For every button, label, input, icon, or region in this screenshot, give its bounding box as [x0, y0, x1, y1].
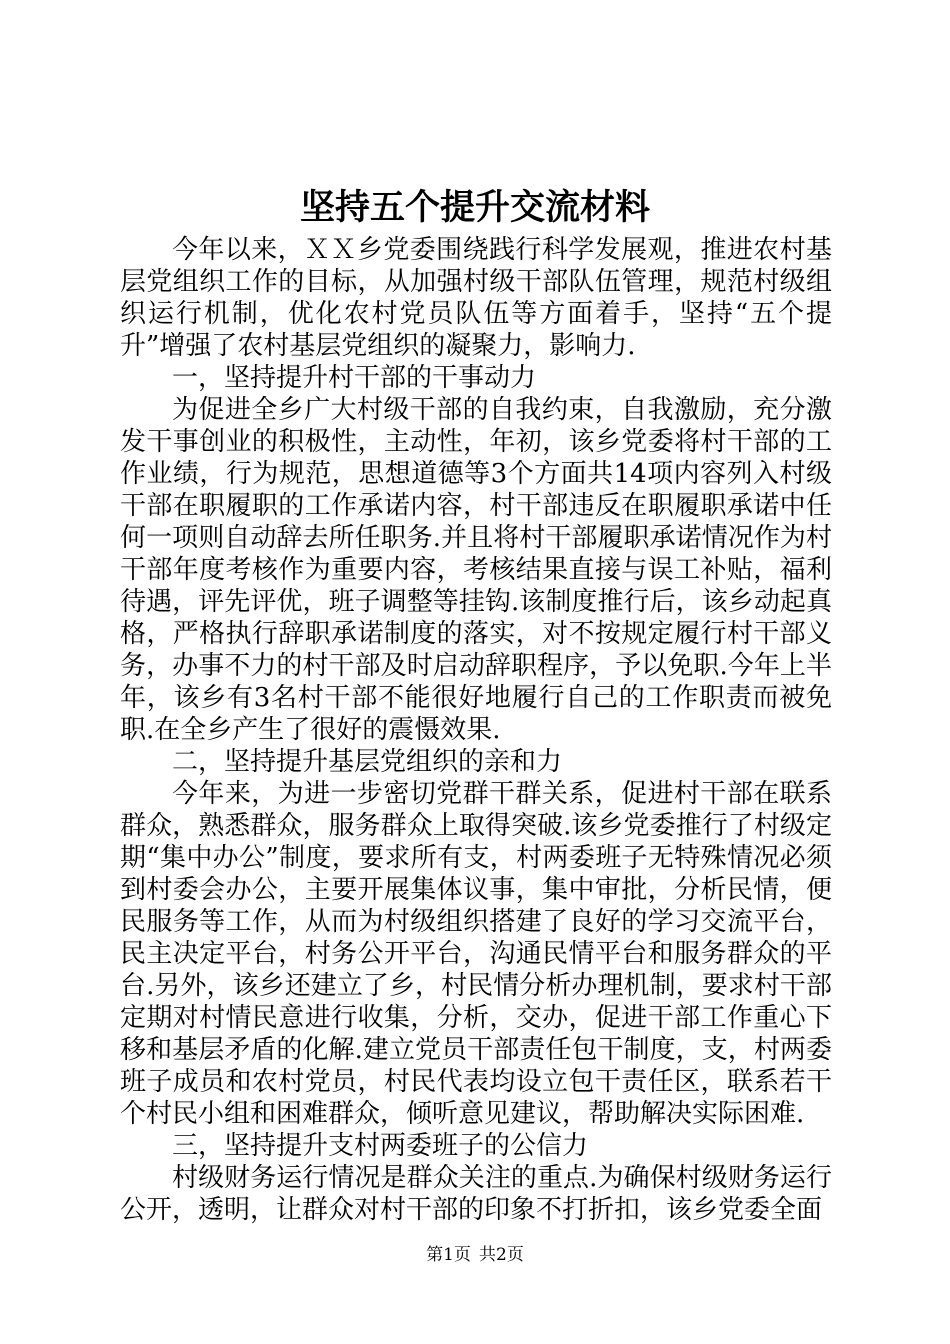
section-heading-1: 一，坚持提升村干部的干事动力 [172, 363, 537, 393]
section-heading-2: 二，坚持提升基层党组织的亲和力 [172, 747, 563, 777]
document-title: 坚持五个提升交流材料 [299, 187, 650, 228]
intro-paragraph: 今年以来，ＸＸ乡党委围绕践行科学发展观，推进农村基层党组织工作的目标，从加强村级干部队伍管理，规范村级组织运行机制，优化农村党员队伍等方面着手，坚持“五个提升”增强了农村基层党组织的凝聚力，影响力. [120, 235, 832, 361]
section-2-paragraph: 今年来，为进一步密切党群干群关系，促进村干部在联系群众，熟悉群众，服务群众上取得突破.该乡党委推行了村级定期“集中办公”制度，要求所有支，村两委班子无特殊情况必须到村委会办公，主要开展集体议事，集中审批，分析民情，便民服务等工作，从而为村级组织搭建了良好的学习交流平台，民主决定平台，村务公开平台，沟通民情平台和服务群众的平台.另外，该乡还建立了乡，村民情分析办理机制，要求村干部定期对村情民意进行收集，分析，交办，促进干部工作重心下移和基层矛盾的化解.建立党员干部责任包干制度，支，村两委班子成员和农村党员，村民代表均设立包干责任区，联系若干个村民小组和困难群众，倾听意见建议，帮助解决实际困难. [120, 779, 832, 1129]
page-footer [0, 1243, 950, 1267]
section-1-paragraph: 为促进全乡广大村级干部的自我约束，自我激励，充分激发干事创业的积极性，主动性，年初，该乡党委将村干部的工作业绩，行为规范，思想道德等3个方面共14项内容列入村级干部在职履职的工作承诺内容，村干部违反在职履职承诺中任何一项则自动辞去所任职务.并且将村干部履职承诺情况作为村干部年度考核作为重要内容，考核结果直接与误工补贴，福利待遇，评先评优，班子调整等挂钩.该制度推行后，该乡动起真格，严格执行辞职承诺制度的落实，对不按规定履行村干部义务，办事不力的村干部及时启动辞职程序，予以免职.今年上半年，该乡有3名村干部不能很好地履行自己的工作职责而被免职.在全乡产生了很好的震慑效果. [120, 395, 832, 745]
section-3-paragraph: 村级财务运行情况是群众关注的重点.为确保村级财务运行公开，透明，让群众对村干部的印象不打折扣，该乡党委全面 [120, 1163, 832, 1225]
document-body [120, 234, 832, 1226]
page-number: 第1页 [426, 1245, 471, 1265]
page-total: 共2页 [479, 1245, 524, 1265]
section-heading-3: 三，坚持提升支村两委班子的公信力 [172, 1131, 589, 1161]
